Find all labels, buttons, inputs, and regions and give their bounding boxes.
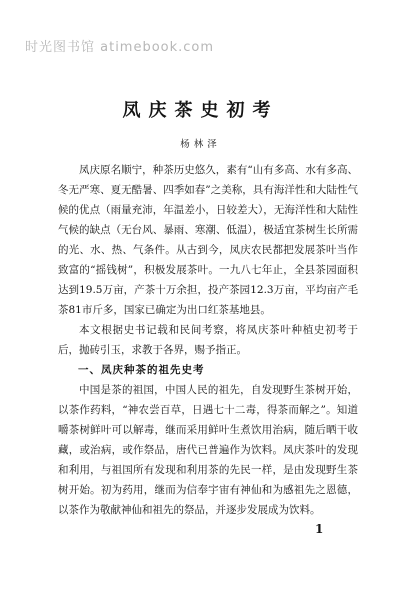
paragraph: 凤庆原名顺宁，种茶历史悠久，素有“山有多高、水有多高、冬无严寒、夏无酷暑、四季如春”之美称，具有海洋性和大陆性气候的优点（雨量充沛，年温差小，日较差大），无海洋性和大陆性气候的缺点（无台风、暴雨、寒潮、低温），极适宜茶树生长所需的光、水、热、气条件。从古到今，凤庆农民都把发展茶叶当作致富的“摇钱树”，积极发展茶叶。一九八七年止，全县茶园面积达到19.5万亩，产茶十万余担，投产茶园12.3万亩，平均亩产毛茶81市斤多，国家已确定为出口红茶基地县。 xyxy=(58,164,358,316)
page-number: 1 xyxy=(315,522,324,536)
article-body xyxy=(58,160,358,520)
article-title: 凤庆茶史初考 xyxy=(122,100,279,121)
paragraph: 本文根据史书记载和民间考察，将凤庆茶叶种植史初考于后，抛砖引玉，求教于各界，赐予指正。 xyxy=(58,324,358,356)
paragraph: 中国是茶的祖国，中国人民的祖先，自发现野生茶树开始，以茶作药料，“神农尝百草，日遇七十二毒，得茶而解之”。知道嚼茶树鲜叶可以解毒，继而采用鲜叶生煮饮用治病，随后晒干收藏，或治病，或作祭品，唐代已普遍作为饮料。凤庆茶叶的发现和利用，与祖国所有发现和利用茶的先民一样，是由发现野生茶树开始。初为药用，继而为信奉宇宙有神仙和为感祖先之恩德，以茶作为敬献神仙和祖先的祭品，并逐步发展成为饮料。 xyxy=(58,384,358,516)
section-heading: 一、凤庆种茶的祖先史考 xyxy=(78,364,205,376)
author-name: 杨林泽 xyxy=(180,139,221,150)
watermark: 时光图书馆 atimebook.com xyxy=(25,40,215,55)
